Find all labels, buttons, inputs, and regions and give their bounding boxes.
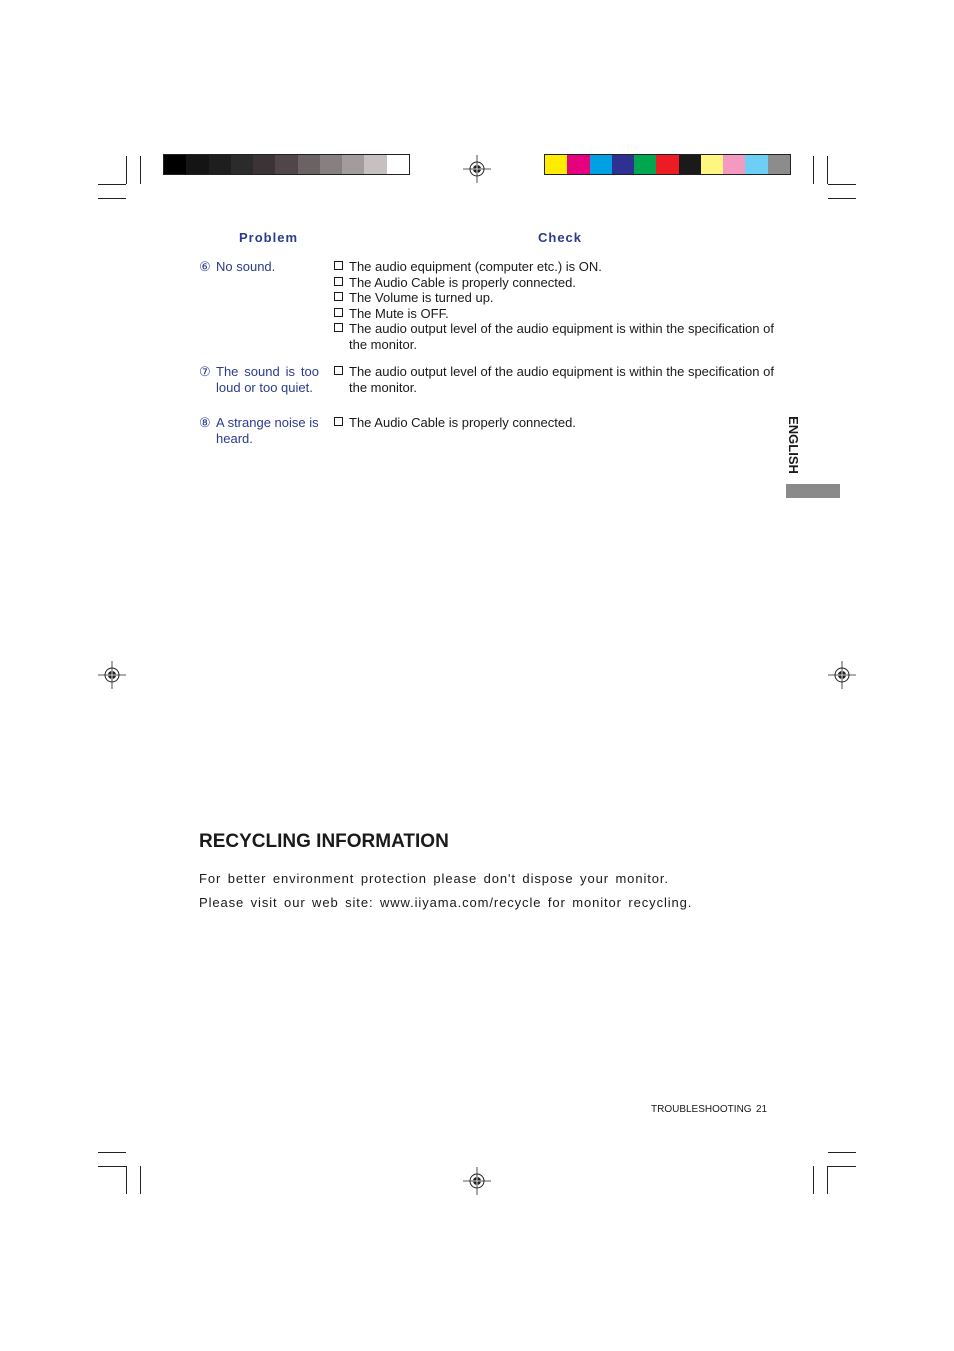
color-swatch <box>723 155 745 174</box>
check-list <box>334 364 774 395</box>
color-swatch <box>545 155 567 174</box>
check-item: The audio equipment (computer etc.) is ON. <box>334 259 774 275</box>
check-item: The Audio Cable is properly connected. <box>334 275 774 291</box>
body-text: Please visit our web site: www.iiyama.com/recycle for monitor recycling. <box>199 895 693 910</box>
color-swatch <box>745 155 767 174</box>
problem-text: No sound. <box>216 259 276 274</box>
check-list <box>334 415 774 431</box>
check-item: The audio output level of the audio equipment is within the specification of the monitor. <box>334 364 774 395</box>
gray-swatch <box>253 155 275 174</box>
checkbox-icon <box>334 417 343 426</box>
color-swatch <box>656 155 678 174</box>
checkbox-icon <box>334 323 343 332</box>
section-title: RECYCLING INFORMATION <box>199 831 449 852</box>
registration-mark-icon <box>98 661 126 689</box>
check-item: The Mute is OFF. <box>334 306 774 322</box>
checkbox-icon <box>334 261 343 270</box>
checkbox-icon <box>334 292 343 301</box>
registration-mark-icon <box>463 155 491 183</box>
crop-mark <box>828 198 856 199</box>
footer-section: TROUBLESHOOTING <box>651 1104 752 1115</box>
body-text: For better environment protection please don't dispose your monitor. <box>199 871 669 886</box>
gray-swatch <box>275 155 297 174</box>
crop-mark <box>98 198 126 199</box>
crop-mark <box>813 1166 814 1194</box>
color-calibration-bar <box>544 154 791 175</box>
color-swatch <box>701 155 723 174</box>
checkbox-icon <box>334 277 343 286</box>
crop-mark <box>140 156 141 184</box>
problem-column-header: Problem <box>239 230 299 245</box>
check-column-header: Check <box>538 230 583 245</box>
color-swatch <box>590 155 612 174</box>
language-tab-bar <box>786 484 840 498</box>
check-list <box>334 259 774 352</box>
crop-mark <box>98 184 126 185</box>
color-swatch <box>679 155 701 174</box>
registration-mark-icon <box>463 1167 491 1195</box>
problem-cell <box>199 259 319 275</box>
row-number: ⑧ <box>199 415 211 430</box>
row-number: ⑥ <box>199 259 211 274</box>
gray-swatch <box>387 155 409 174</box>
language-tab-label: ENGLISH <box>786 416 801 474</box>
row-number: ⑦ <box>199 364 211 379</box>
color-swatch <box>634 155 656 174</box>
problem-cell <box>199 415 319 446</box>
crop-mark <box>827 156 828 184</box>
color-swatch <box>612 155 634 174</box>
gray-swatch <box>186 155 208 174</box>
check-item: The audio output level of the audio equipment is within the specification of the monitor. <box>334 321 774 352</box>
crop-mark <box>828 1152 856 1153</box>
gray-swatch <box>320 155 342 174</box>
problem-text: A strange noise is heard. <box>216 415 319 446</box>
crop-mark <box>140 1166 141 1194</box>
crop-mark <box>827 1166 828 1194</box>
gray-swatch <box>364 155 386 174</box>
crop-mark <box>126 1166 127 1194</box>
crop-mark <box>813 156 814 184</box>
crop-mark <box>98 1166 126 1167</box>
gray-swatch <box>164 155 186 174</box>
problem-text: The sound is too loud or too quiet. <box>216 364 319 395</box>
gray-swatch <box>342 155 364 174</box>
crop-mark <box>828 1166 856 1167</box>
color-swatch <box>567 155 589 174</box>
page-number: 21 <box>756 1104 768 1115</box>
registration-mark-icon <box>828 661 856 689</box>
problem-cell <box>199 364 319 395</box>
gray-swatch <box>209 155 231 174</box>
check-item: The Volume is turned up. <box>334 290 774 306</box>
checkbox-icon <box>334 366 343 375</box>
gray-swatch <box>298 155 320 174</box>
crop-mark <box>98 1152 126 1153</box>
check-item: The Audio Cable is properly connected. <box>334 415 774 431</box>
gray-swatch <box>231 155 253 174</box>
crop-mark <box>828 184 856 185</box>
crop-mark <box>126 156 127 184</box>
gray-calibration-bar <box>163 154 410 175</box>
checkbox-icon <box>334 308 343 317</box>
color-swatch <box>768 155 790 174</box>
